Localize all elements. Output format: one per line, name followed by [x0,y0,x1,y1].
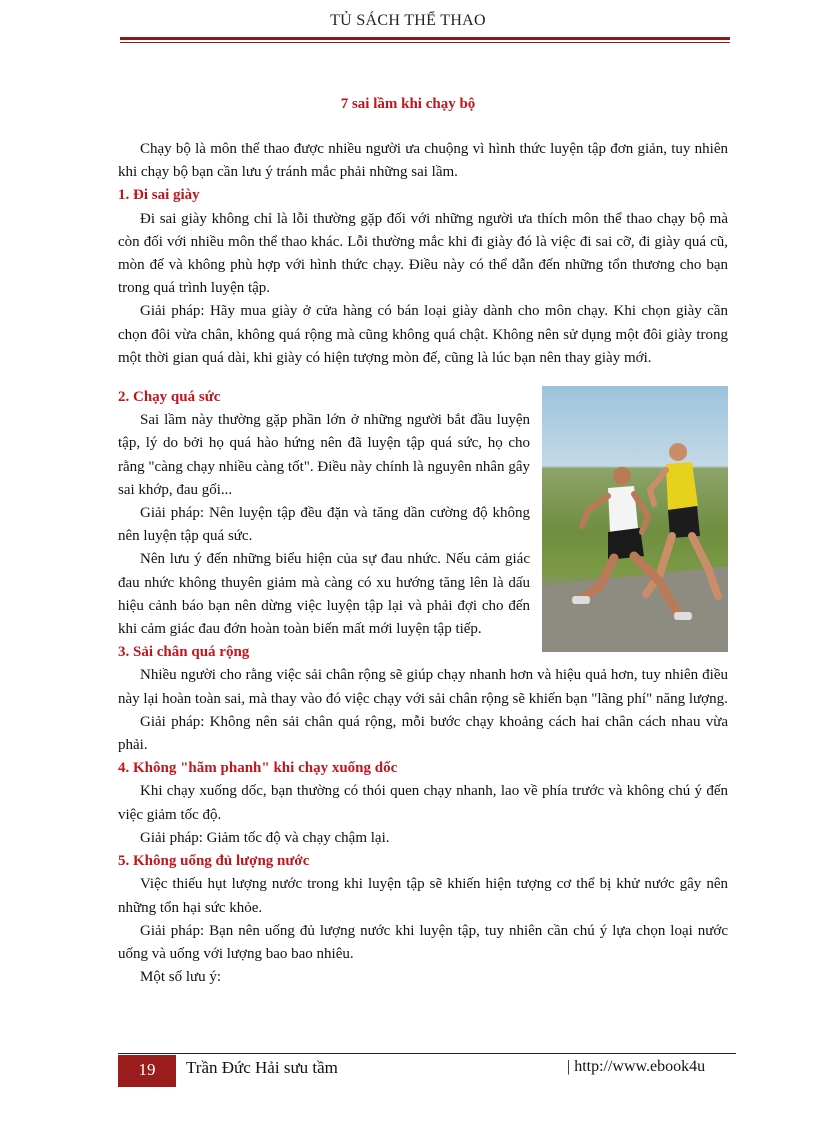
page-number: 19 [118,1055,176,1087]
paragraph: Đi sai giày không chỉ là lỗi thường gặp đối với những người ưa thích môn thể thao chạy bộ mà còn đối với nhiều môn thể thao khác. Lỗi thường mắc khi đi giày đó là việc đi sai cỡ, đi giày quá cũ, mòn đế và không phù hợp với hình thức chạy. Điều này có thể dẫn đến những tổn thương cho bạn trong quá trình luyện tập. [118,210,728,297]
spacer [118,370,728,386]
running-header: TỦ SÁCH THỂ THAO [330,12,486,29]
article-title: 7 sai lầm khi chạy bộ [340,96,476,112]
paragraph: Giải pháp: Bạn nên uống đủ lượng nước khi luyện tập, tuy nhiên cần chú ý lựa chọn loại nước uống và uống với lượng bao bao nhiêu. [118,922,728,962]
runners-illustration [542,386,728,652]
section-heading: 4. Không "hãm phanh" khi chạy xuống dốc [118,760,398,777]
section-heading: 2. Chạy quá sức [118,389,221,406]
paragraph: Nên lưu ý đến những biểu hiện của sự đau nhức. Nếu cảm giác đau nhức không thuyên giảm mà càng có xu hướng tăng lên là dấu hiệu cảnh báo bạn nên dừng việc luyện tập lại và phải đợi cho đến khi cảm giác đau đớn hoàn toàn biến mất mới luyện tập tiếp. [118,551,530,638]
intro-paragraph: Chạy bộ là môn thể thao được nhiều người ưa chuộng vì hình thức luyện tập đơn giản, tuy nhiên khi chạy bộ bạn cần lưu ý tránh mắc phải những sai lầm. [118,141,728,181]
runners-photo [542,386,728,652]
header-rule-thin [120,42,730,43]
paragraph: Một số lưu ý: [140,969,222,986]
footer-rule [118,1053,736,1054]
header-rule [120,37,730,40]
paragraph: Giải pháp: Không nên sải chân quá rộng, mỗi bước chạy khoảng cách hai chân cách nhau vừa phải. [118,713,728,754]
section-heading: 3. Sải chân quá rộng [118,644,250,661]
paragraph: Nhiều người cho rằng việc sải chân rộng sẽ giúp chạy nhanh hơn và hiệu quả hơn, tuy nhiên điều này lại hoàn toàn sai, mà thay vào đó việc chạy với sải chân rộng sẽ khiến bạn "lãng phí" năng lượng. [118,667,728,707]
section-heading: 5. Không uống đủ lượng nước [118,853,310,870]
paragraph: Việc thiếu hụt lượng nước trong khi luyện tập sẽ khiến hiện tượng cơ thể bị khử nước gây nên những tổn hại sức khỏe. [118,876,728,916]
footer-url[interactable]: | http://www.ebook4u [567,1058,706,1075]
article-body [118,138,728,989]
paragraph: Giải pháp: Giảm tốc độ và chạy chậm lại. [140,829,390,846]
paragraph: Khi chạy xuống dốc, bạn thường có thói quen chạy nhanh, lao về phía trước và không chú ý đến việc giảm tốc độ. [118,783,728,823]
paragraph: Sai lầm này thường gặp phần lớn ở những người bắt đầu luyện tập, lý do bởi họ quá hào hứng nên đã luyện tập quá sức, họ cho rằng "càng chạy nhiều càng tốt". Điều này chính là nguyên nhân gây sai khớp, đau gối... [118,412,530,498]
paragraph: Giải pháp: Hãy mua giày ở cửa hàng có bán loại giày dành cho môn chạy. Khi chọn giày cần chọn đôi vừa chân, không quá rộng mà cũng không quá chật. Không nên sử dụng một đôi giày trong một thời gian quá dài, khi giày có hiện tượng mòn đế, cũng là lúc bạn nên thay giày mới. [118,303,728,366]
paragraph: Giải pháp: Nên luyện tập đều đặn và tăng dần cường độ không nên luyện tập quá sức. [118,505,530,545]
footer-author: Trần Đức Hải sưu tầm [186,1058,338,1077]
section-heading: 1. Đi sai giày [118,187,200,204]
